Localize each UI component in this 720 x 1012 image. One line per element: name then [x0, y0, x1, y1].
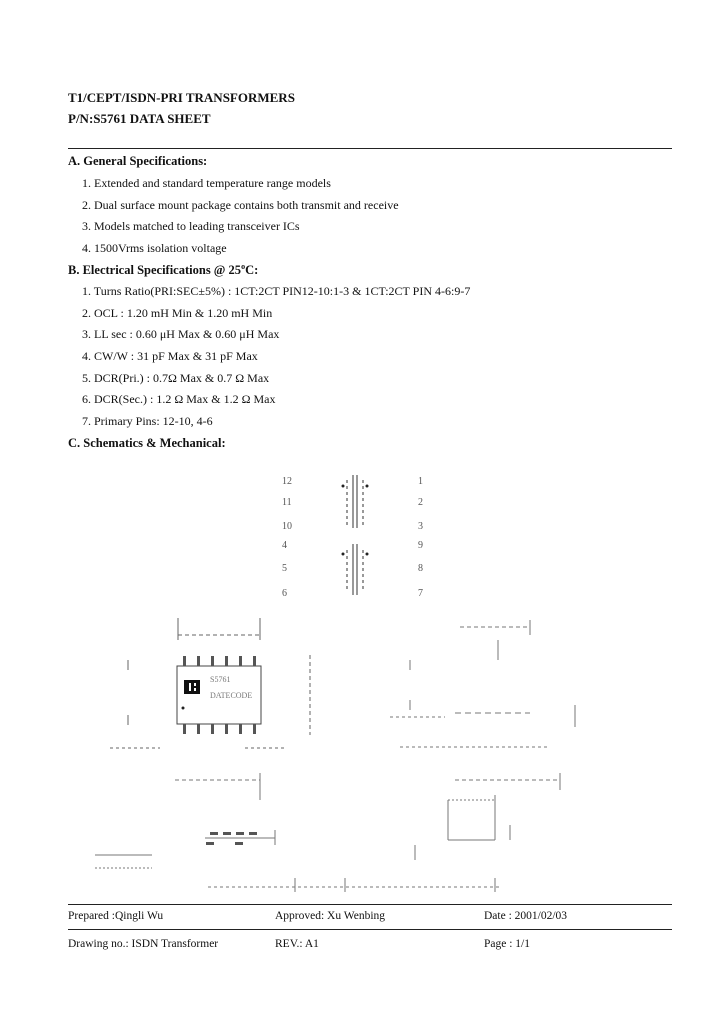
- polarity-dot: [342, 553, 345, 556]
- document-date: Date : 2001/02/03: [484, 910, 568, 922]
- header-rule: [68, 148, 672, 149]
- section-b-item: 4. CW/W : 31 pF Max & 31 pF Max: [82, 349, 258, 363]
- pin-label: 6: [282, 588, 287, 599]
- section-b-item: 7. Primary Pins: 12-10, 4-6: [82, 414, 213, 428]
- degree-sup: o: [241, 262, 246, 271]
- footer-rule-top: [68, 904, 672, 905]
- drawing-number: Drawing no.: ISDN Transformer: [68, 938, 219, 950]
- section-a-heading: A. General Specifications:: [68, 154, 208, 168]
- section-a-item: 1. Extended and standard temperature range models: [82, 176, 331, 190]
- brand-logo: [184, 680, 200, 694]
- pin-label: 4: [282, 540, 287, 551]
- section-b-item: 3. LL sec : 0.60 μH Max & 0.60 μH Max: [82, 327, 280, 341]
- document-title: T1/CEPT/ISDN-PRI TRANSFORMERS: [68, 90, 295, 105]
- package-marking: S5761: [210, 675, 231, 684]
- prepared-by: Prepared :Qingli Wu: [68, 910, 164, 922]
- polarity-dot: [366, 553, 369, 556]
- pin-label: 7: [418, 588, 423, 599]
- package-top-view: [85, 610, 345, 760]
- pin-label: 3: [418, 521, 423, 532]
- document-subtitle: P/N:S5761 DATA SHEET: [68, 111, 211, 126]
- pin-label: 12: [282, 476, 292, 487]
- section-a-item: 4. 1500Vrms isolation voltage: [82, 241, 227, 255]
- pin-label: 2: [418, 497, 423, 508]
- section-b-heading: [68, 262, 258, 278]
- package-footprint-view: [90, 770, 610, 895]
- pin-label: 11: [282, 497, 292, 508]
- pin-label: 5: [282, 563, 287, 574]
- package-marking: DATECODE: [210, 691, 253, 700]
- pin-label: 9: [418, 540, 423, 551]
- section-a-item: 2. Dual surface mount package contains both transmit and receive: [82, 198, 399, 212]
- section-b-heading-text: B. Electrical Specifications @ 25: [68, 263, 242, 278]
- page-number: Page : 1/1: [484, 938, 530, 950]
- footer-rule-middle: [68, 929, 672, 930]
- polarity-dot: [342, 485, 345, 488]
- pin-label: 10: [282, 521, 292, 532]
- approved-by: Approved: Xu Wenbing: [275, 910, 386, 922]
- section-b-item: 1. Turns Ratio(PRI:SEC±5%) : 1CT:2CT PIN12-10:1-3 & 1CT:2CT PIN 4-6:9-7: [82, 284, 471, 298]
- revision: REV.: A1: [275, 938, 319, 950]
- section-b-heading-unit: C:: [245, 263, 259, 278]
- section-b-item: 6. DCR(Sec.) : 1.2 Ω Max & 1.2 Ω Max: [82, 392, 276, 406]
- section-b-item: 2. OCL : 1.20 mH Min & 1.20 mH Min: [82, 306, 273, 320]
- pin-label: 8: [418, 563, 423, 574]
- section-b-item: 5. DCR(Pri.) : 0.7Ω Max & 0.7 Ω Max: [82, 371, 270, 385]
- pin-label: 1: [418, 476, 423, 487]
- transformer-schematic: [270, 470, 460, 605]
- package-side-view: [370, 615, 590, 760]
- pin1-dot: [182, 707, 185, 710]
- polarity-dot: [366, 485, 369, 488]
- section-a-item: 3. Models matched to leading transceiver ICs: [82, 219, 300, 233]
- section-c-heading: C. Schematics & Mechanical:: [68, 436, 226, 450]
